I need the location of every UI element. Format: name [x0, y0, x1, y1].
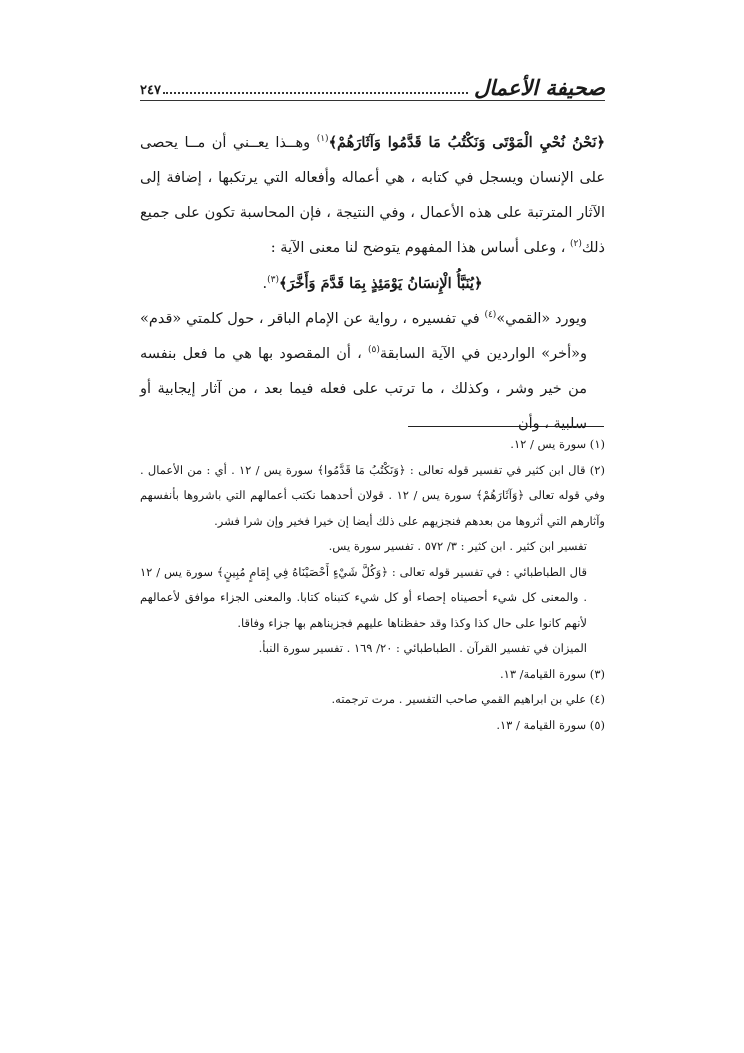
- paragraph-text: ، أن المقصود بها هي ما فعل بنفسه من خير وشر ، وكذلك ، ما ترتب على فعله فيما بعد ، من آثار إيجابية أو سلبية ، وأن: [140, 346, 587, 432]
- footnote-ref: (٢): [570, 239, 582, 250]
- footnote-ref: (٤): [484, 310, 497, 321]
- verse-line: ﴿يُنَبَّأُ الْإِنسَانُ يَوْمَئِذٍ بِمَا قَدَّمَ وَأَخَّرَ﴾$^{(٣)}$.: [262, 275, 483, 292]
- footnote-4: (٤) علي بن ابراهيم القمي صاحب التفسير . مرت ترجمته.: [331, 692, 605, 706]
- footnote-3: (٣) سورة القيامة/ ١٣.: [499, 666, 605, 681]
- paragraph-text: في تفسيره ، رواية عن الإمام الباقر ، حول كلمتي «قدم» و«أخر» الواردين في الآية السابقة: [140, 311, 587, 362]
- header-dot-leader: [163, 92, 468, 94]
- footnote-2-extra: قال الطباطبائي : في تفسير قوله تعالى : ﴿وَكُلَّ شَيْءٍ أَحْصَيْنَاهُ فِي إِمَامٍ مُبِينٍ﴾ سورة يس / ١٢ . والمعنى كل شيء أحصيناه إحصاء أو كل شيء كتبناه كتابا. والمعنى الجزاء موافق لأعمالهم لأنهم كانوا على حال كذا وكذا وقد حفظناها عليهم فجزيناهم بها جزاء وفاقا.: [140, 564, 587, 630]
- paragraph-text: وهــذا يعــني أن مــا يحصى على الإنسان ويسجل في كتابه ، هي أعماله وأفعاله التي يرتكبها ، إضافة إلى الآثار المترتبة على هذه الأعمال ، وفي النتيجة ، فإن المحاسبة تكون على جميع ذلك: [140, 135, 605, 256]
- running-header: [140, 66, 605, 101]
- paragraph-2: [140, 302, 605, 442]
- footnote-ref: (٥): [368, 345, 380, 356]
- page-number: ٢٤٧: [140, 83, 161, 98]
- footnote-ref: (٣): [267, 275, 280, 286]
- footnote-5: (٥) سورة القيامة / ١٣.: [496, 717, 605, 732]
- footnote-2: (٢) قال ابن كثير في تفسير قوله تعالى : ﴿وَنَكْتُبُ مَا قَدَّمُوا﴾ سورة يس / ١٢ . أي : من الأعمال . وفي قوله تعالى ﴿وَآثَارَهُمْ﴾ سورة يس / ١٢ . قولان أحدهما نكتب أعمالهم التي باشروها بأنفسهم وآثارهم التي أثروها من بعدهم فنجزيهم على ذلك أيضا إن خيرا فخير وإن شرا فشر.: [140, 462, 605, 528]
- paragraph-text: ، وعلى أساس هذا المفهوم يتوضح لنا معنى الآية :: [270, 240, 571, 256]
- quran-verse: ﴿نَحْنُ نُحْيِ الْمَوْتَى وَنَكْتُبُ مَا قَدَّمُوا وَآثَارَهُمْ﴾: [328, 134, 605, 151]
- footnote-2-source: تفسير ابن كثير . ابن كثير : ٣/ ٥٧٢ . تفسير سورة يس.: [328, 539, 587, 553]
- quran-verse: ﴿يُنَبَّأُ الْإِنسَانُ يَوْمَئِذٍ بِمَا قَدَّمَ وَأَخَّرَ﴾: [279, 275, 483, 292]
- paragraph-text: ويورد «القمي»: [496, 311, 588, 327]
- footnote-separator: [408, 426, 604, 427]
- main-text: [140, 125, 605, 442]
- footnote-1: (١) سورة يس / ١٢.: [510, 437, 605, 451]
- chapter-title: صحيفة الأعمال: [473, 75, 605, 100]
- footnote-ref: (١): [316, 134, 329, 145]
- footnote-2-source2: الميزان في تفسير القرآن . الطباطبائي : ٢٠/ ١٦٩ . تفسير سورة النبأ.: [258, 641, 587, 655]
- paragraph-1: [140, 125, 605, 266]
- footnotes: [140, 432, 605, 738]
